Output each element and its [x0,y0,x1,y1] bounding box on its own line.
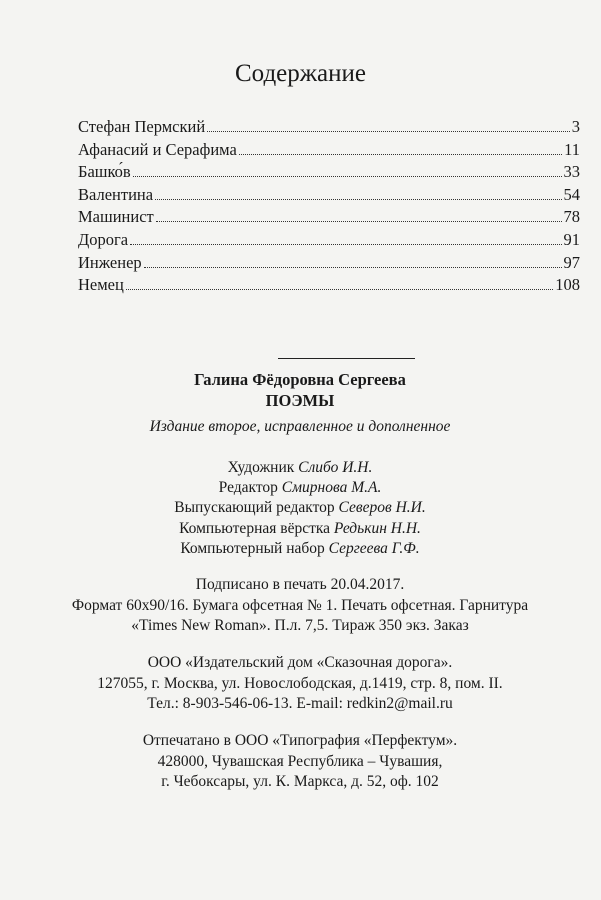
publisher-info [20,653,580,715]
author-name: Галина Фёдоровна Сергеева [194,370,406,389]
toc-list [78,117,580,298]
credit-role: Редактор [218,479,278,497]
printer-info [20,731,580,793]
credit-role: Компьютерный набор [180,539,325,557]
credit-name: Смирнова М.А. [281,479,382,497]
print-info-line: Формат 60x90/16. Бумага офсетная № 1. Печать офсетная. Гарнитура [71,596,529,614]
publisher-line: 127055, г. Москва, ул. Новослободская, д.1419, стр. 8, пом. II. [97,674,503,692]
credit-name: Северов Н.И. [338,499,426,517]
toc-leader-dots [155,186,561,199]
toc-entry-page: 108 [555,275,580,295]
toc-entry [78,275,580,298]
toc-entry-page: 78 [563,207,580,227]
print-info-line: «Times New Roman». П.л. 7,5. Тираж 350 экз. Заказ [131,617,469,634]
toc-entry-title: Башко́в [78,162,131,182]
toc-leader-dots [130,232,561,245]
toc-entry [78,253,580,276]
toc-leader-dots [156,209,562,222]
toc-entry-title: Афанасий и Серафима [78,139,237,159]
credit-role: Выпускающий редактор [174,499,335,517]
toc-entry [78,230,580,253]
credit-line [20,478,580,498]
toc-entry-title: Машинист [78,207,154,227]
toc-leader-dots [239,141,562,154]
toc-entry-page: 33 [563,162,580,182]
toc-leader-dots [144,254,562,267]
book-title: ПОЭМЫ [265,391,335,410]
publisher-line: ООО «Издательский дом «Сказочная дорога». [147,654,453,671]
edition-note: Издание второе, исправленное и дополненное [149,418,451,435]
toc-entry [78,162,580,185]
credit-line [20,498,580,518]
toc-entry-page: 54 [563,184,580,204]
credit-role: Художник [227,459,295,476]
credit-name: Слибо И.Н. [298,459,373,476]
publisher-line: Тел.: 8-903-546-06-13. E-mail: redkin2@mail.ru [147,695,453,712]
printer-line: г. Чебоксары, ул. К. Маркса, д. 52, оф. 102 [161,773,439,790]
toc-entry-page: 3 [571,117,580,136]
toc-entry [78,140,580,163]
toc-entry-page: 11 [564,139,580,159]
print-info [20,575,580,637]
toc-entry [78,117,580,140]
toc-entry-title: Стефан Пермский [78,117,206,136]
printer-line: 428000, Чувашская Республика – Чувашия, [157,752,443,770]
credit-name: Редькин Н.Н. [333,519,421,537]
toc-entry-title: Инженер [78,252,142,272]
printer-line: Отпечатано в ООО «Типография «Перфектум». [142,732,458,749]
toc-entry [78,185,580,208]
toc-entry-page: 91 [563,229,580,249]
toc-entry-page: 97 [563,252,580,272]
credit-line [20,519,580,539]
credit-role: Компьютерная вёрстка [179,519,331,537]
print-info-line: Подписано в печать 20.04.2017. [195,576,405,593]
toc-leader-dots [133,164,562,177]
credits-block [20,458,580,559]
toc-title: Содержание [235,60,366,87]
toc-leader-dots [126,277,553,290]
credit-line [20,539,580,559]
credit-name: Сергеева Г.Ф. [328,539,420,557]
toc-entry-title: Дорога [78,229,129,249]
section-divider [278,358,415,359]
toc-entry [78,207,580,230]
credit-line [20,458,580,478]
toc-entry-title: Валентина [78,184,154,204]
toc-leader-dots [207,119,570,132]
toc-entry-title: Немец [78,275,124,295]
